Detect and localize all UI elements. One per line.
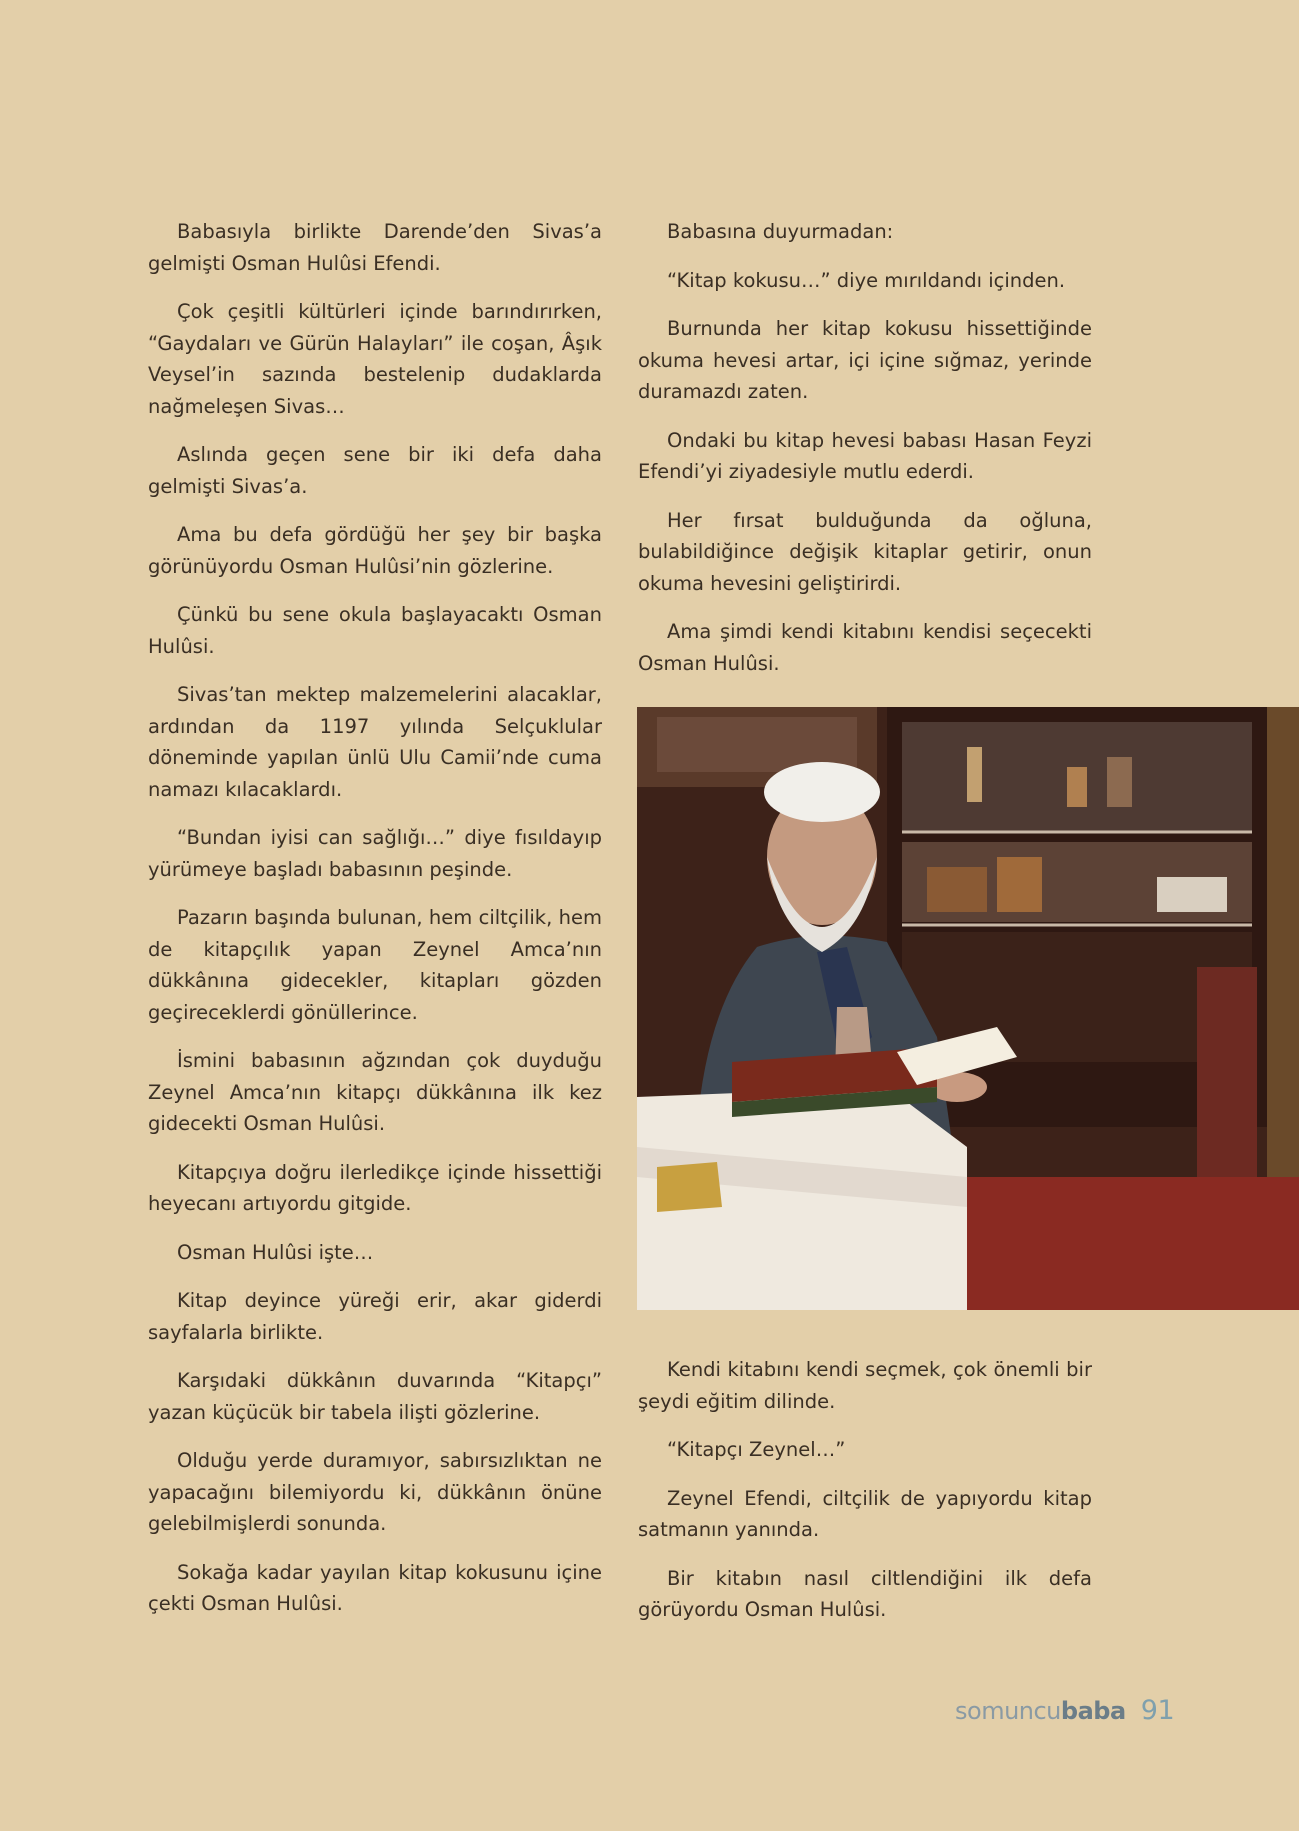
right-text-column-top <box>638 216 1092 696</box>
paragraph: Kendi kitabını kendi seçmek, çok önemli bir şeydi eğitim dilinde. <box>638 1358 1092 1413</box>
page-number: 91 <box>1140 1695 1175 1726</box>
page-footer <box>955 1695 1174 1726</box>
brand-name-part2: baba <box>1060 1697 1126 1725</box>
paragraph: Babasıyla birlikte Darende’den Sivas’a gelmişti Osman Hulûsi Efendi. <box>148 220 602 275</box>
right-text-column-bottom <box>638 1354 1092 1643</box>
paragraph: Aslında geçen sene bir iki defa daha gelmişti Sivas’a. <box>148 443 602 498</box>
paragraph: “Kitap kokusu…” diye mırıldandı içinden. <box>667 268 1066 292</box>
brand-name-part1: somuncu <box>955 1697 1061 1725</box>
paragraph: İsmini babasının ağzından çok duyduğu Zeynel Amca’nın kitapçı dükkânına ilk kez gidecekti Osman Hulûsi. <box>148 1049 602 1135</box>
paragraph: Sokağa kadar yayılan kitap kokusunu içine çekti Osman Hulûsi. <box>148 1560 602 1615</box>
paragraph: Ama şimdi kendi kitabını kendisi seçecekti Osman Hulûsi. <box>638 620 1092 675</box>
paragraph: Pazarın başında bulunan, hem ciltçilik, hem de kitapçılık yapan Zeynel Amca’nın dükkânına gidecekler, kitapları gözden geçireceklerdi gönüllerince. <box>148 906 602 1024</box>
paragraph: Kitap deyince yüreği erir, akar giderdi sayfalarla birlikte. <box>148 1289 602 1344</box>
paragraph: “Bundan iyisi can sağlığı…” diye fısıldayıp yürümeye başladı babasının peşinde. <box>148 826 602 881</box>
paragraph: Çok çeşitli kültürleri içinde barındırırken, “Gaydaları ve Gürün Halayları” ile coşan, Âşık Veysel’in sazında bestelenip dudaklarda nağmeleşen Sivas… <box>148 300 602 418</box>
paragraph: Çünkü bu sene okula başlayacaktı Osman Hulûsi. <box>148 603 602 658</box>
paragraph: “Kitapçı Zeynel…” <box>667 1438 846 1461</box>
paragraph: Her fırsat bulduğunda da oğluna, bulabildiğince değişik kitaplar getirir, onun okuma hevesini geliştirirdi. <box>638 508 1092 595</box>
paragraph: Olduğu yerde duramıyor, sabırsızlıktan ne yapacağını bilemiyordu ki, dükkânın önüne gelebilmişlerdi sonunda. <box>148 1449 602 1535</box>
paragraph: Burnunda her kitap kokusu hissettiğinde okuma hevesi artar, içi içine sığmaz, yerinde duramazdı zaten. <box>638 317 1092 403</box>
paragraph: Osman Hulûsi işte… <box>177 1240 374 1264</box>
paragraph: Kitapçıya doğru ilerledikçe içinde hissettiği heyecanı artıyordu gitgide. <box>148 1160 602 1215</box>
paragraph: Ama bu defa gördüğü her şey bir başka görünüyordu Osman Hulûsi’nin gözlerine. <box>148 523 602 578</box>
paragraph: Sivas’tan mektep malzemelerini alacaklar, ardından da 1197 yılında Selçuklular döneminde yapılan ünlü Ulu Camii’nde cuma namazı kılacaklardı. <box>148 683 602 801</box>
photo-elderly-man-with-books <box>637 707 1299 1310</box>
paragraph: Zeynel Efendi, ciltçilik de yapıyordu kitap satmanın yanında. <box>638 1486 1092 1541</box>
left-text-column <box>148 216 602 1637</box>
paragraph: Babasına duyurmadan: <box>667 220 894 243</box>
paragraph: Karşıdaki dükkânın duvarında “Kitapçı” yazan küçücük bir tabela ilişti gözlerine. <box>148 1369 602 1424</box>
paragraph: Bir kitabın nasıl ciltlendiğini ilk defa görüyordu Osman Hulûsi. <box>638 1566 1092 1621</box>
paragraph: Ondaki bu kitap hevesi babası Hasan Feyzi Efendi’yi ziyadesiyle mutlu ederdi. <box>638 428 1092 483</box>
